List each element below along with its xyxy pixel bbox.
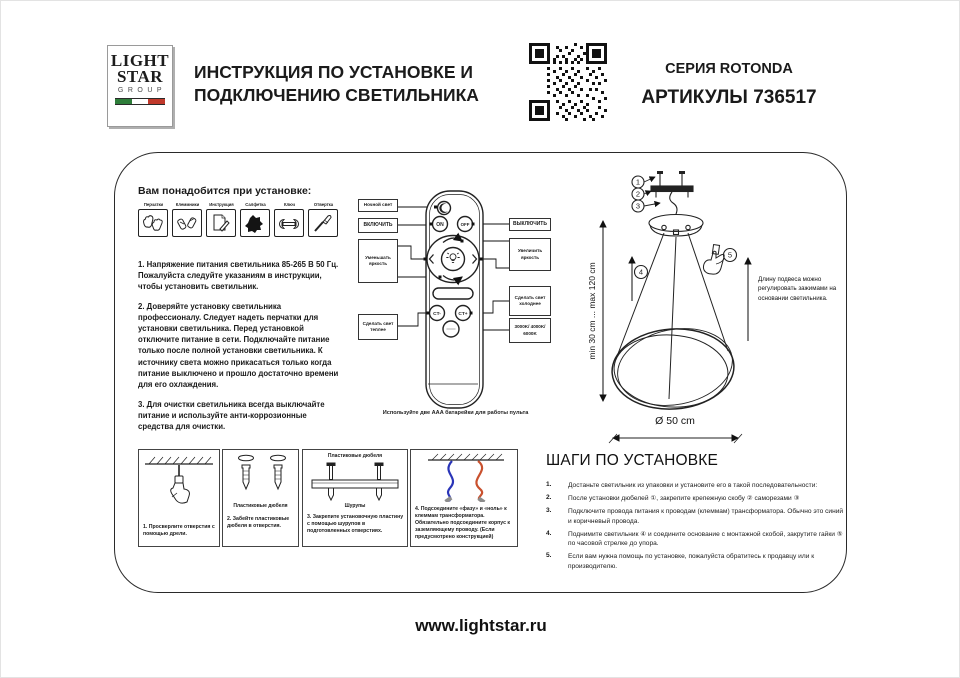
svg-text:OFF: OFF bbox=[460, 221, 470, 227]
manual-icon bbox=[209, 212, 233, 234]
tool-manual bbox=[206, 202, 237, 237]
svg-text:ON: ON bbox=[436, 222, 444, 228]
dowels-illustration bbox=[226, 453, 296, 499]
battery-note: Используйте две AAA батарейки для работы пульта bbox=[382, 410, 529, 416]
svg-text:5: 5 bbox=[727, 250, 733, 260]
svg-text:1: 1 bbox=[635, 177, 641, 187]
step-text: Поднимите светильник ④ и соедините основание с монтажной скобой, закрутите гайки ⑤ по часовой стрелке до упора. bbox=[568, 530, 843, 548]
install-steps-heading: ШАГИ ПО УСТАНОВКЕ bbox=[546, 452, 719, 469]
callout-dim: Уменьшать яркость bbox=[358, 239, 398, 283]
warning-2: 2. Доверяйте установку светильника профессионалу. Следует надеть перчатки для установки светильника. Перед установкой отключите питание в сети. Подключайте питание только после полной установки светильника. К источнику света можно прикасаться только когда питание выключено и прошло достаточно времени для его охлаждения. bbox=[138, 302, 339, 389]
qr-code bbox=[529, 43, 607, 121]
tool-napkin bbox=[240, 202, 271, 237]
step-number: 4. bbox=[546, 529, 552, 537]
drill-body bbox=[171, 483, 190, 503]
ceiling-bracket bbox=[651, 171, 693, 198]
wiring-illustration bbox=[414, 452, 516, 502]
tool-gloves bbox=[138, 202, 169, 237]
series-label: СЕРИЯ ROTONDA bbox=[665, 61, 793, 77]
tool-wrench bbox=[274, 202, 305, 237]
canopy bbox=[649, 215, 703, 237]
tool-label: Инструкция bbox=[209, 202, 234, 207]
blue-wire bbox=[448, 461, 453, 501]
lightstar-logo bbox=[107, 45, 173, 127]
step-number: 3. bbox=[546, 506, 552, 514]
tool-label: Перчатки bbox=[143, 202, 164, 207]
ring-shade bbox=[609, 319, 739, 415]
svg-text:CT-: CT- bbox=[433, 312, 441, 317]
napkin-icon bbox=[243, 212, 267, 234]
suspension-note: Длину подвеса можно регулировать зажимами на основании светильника. bbox=[758, 276, 837, 302]
svg-text:2: 2 bbox=[635, 189, 641, 199]
callout-turn-on: ВКЛЮЧИТЬ bbox=[358, 218, 398, 233]
callout-turn-off: ВЫКЛЮЧИТЬ bbox=[509, 218, 551, 231]
plate-illustration bbox=[307, 461, 403, 503]
diameter-label: Ø 50 cm bbox=[655, 415, 695, 427]
mount-step-2 bbox=[222, 449, 299, 547]
brown-wire bbox=[476, 461, 482, 501]
power-cable bbox=[670, 192, 677, 214]
wire-tip bbox=[444, 496, 452, 502]
logo-line-group: GROUP bbox=[117, 87, 167, 95]
tool-screwdriver bbox=[308, 202, 339, 237]
install-step bbox=[546, 481, 846, 491]
step-text: Достаньте светильник из упаковки и установите его в такой последовательности: bbox=[568, 482, 818, 489]
italian-flag-icon bbox=[115, 98, 165, 105]
screwdriver-icon bbox=[311, 212, 335, 234]
page-title bbox=[194, 61, 479, 107]
tool-label: Клеммники bbox=[175, 202, 200, 207]
tools-row bbox=[138, 202, 339, 237]
step-text: Подключите провода питания к проводам (клеммам) трансформатора. Обычно это синий и коричневый провода. bbox=[568, 507, 844, 525]
svg-text:CT+: CT+ bbox=[458, 312, 468, 317]
callout-kelvin: 3000K/ 4000K/ 6000K bbox=[509, 318, 551, 343]
install-step bbox=[546, 494, 846, 504]
svg-text:4: 4 bbox=[638, 267, 644, 277]
mount-step-4 bbox=[410, 449, 518, 547]
lamp-diagram bbox=[576, 161, 851, 451]
wrench-icon bbox=[277, 212, 301, 234]
tool-label: Салфетка bbox=[245, 202, 266, 207]
install-steps-list bbox=[546, 481, 846, 575]
callout-night-light: Ночной свет bbox=[358, 199, 398, 212]
mount-step-3 bbox=[302, 449, 408, 547]
series-block bbox=[615, 61, 843, 109]
install-step bbox=[546, 507, 846, 527]
drill-illustration bbox=[139, 452, 219, 510]
step-number: 1. bbox=[546, 481, 552, 488]
step-text: После установки дюбелей ①, закрепите крепежную скобу ② саморезами ③ bbox=[568, 494, 800, 502]
article-number: АРТИКУЛЫ 736517 bbox=[641, 87, 817, 108]
plate-dowel-label: Пластиковые дюбеля bbox=[327, 453, 383, 459]
callout-warmer: Сделать свет теплее bbox=[358, 314, 398, 340]
mount-step-1 bbox=[138, 449, 220, 547]
tools-heading: Вам понадобится при установке: bbox=[138, 185, 312, 197]
install-step bbox=[546, 530, 846, 550]
tool-connectors bbox=[172, 202, 203, 237]
bulb-button bbox=[442, 248, 465, 271]
callout-colder: Сделать свет холоднее bbox=[509, 286, 551, 316]
website-url: www.lightstar.ru bbox=[415, 616, 547, 635]
safety-text bbox=[138, 259, 341, 441]
mount-caption-4: 4. Подсоедините «фазу» и «ноль» к клеммам трансформатора. Обязательно подсоедините корпус к заземляющему проводу. (Если предусмотрено конструкцией) bbox=[415, 506, 510, 541]
diameter-dimension bbox=[609, 434, 742, 443]
step-number: 5. bbox=[546, 552, 552, 560]
warning-3: 3. Для очистки светильника всегда выключайте питание и используйте анти-коррозионные средства для очистки. bbox=[138, 399, 325, 431]
logo-line-star: STAR bbox=[116, 67, 164, 87]
gloves-icon bbox=[141, 212, 165, 234]
install-step bbox=[546, 552, 846, 572]
hand-adjusting bbox=[703, 245, 724, 275]
wide-button bbox=[433, 288, 473, 299]
height-range-label: min 30 cm ... max 120 cm bbox=[587, 262, 597, 360]
title-line-1: ИНСТРУКЦИЯ ПО УСТАНОВКЕ И bbox=[194, 62, 473, 82]
logo-line-light: LIGHT bbox=[110, 51, 170, 70]
step-number: 2. bbox=[546, 493, 552, 501]
wire-connectors-icon bbox=[175, 212, 199, 234]
title-line-2: ПОДКЛЮЧЕНИЮ СВЕТИЛЬНИКА bbox=[194, 85, 479, 106]
step-text: Если вам нужна помощь по установке, пожалуйста обратитесь к продавцу или к производителю. bbox=[568, 553, 815, 571]
svg-text:3: 3 bbox=[635, 201, 641, 211]
tool-label: Отвертка bbox=[313, 202, 334, 207]
callout-brighten: Увеличить яркость bbox=[509, 238, 551, 271]
warning-1: 1. Напряжение питания светильника 85-265 В 50 Гц. Пожалуйста следуйте указаниям в инструкции, чтобы установить светильник. bbox=[138, 260, 339, 292]
mount-caption-3: 3. Закрепите установочную пластину с помощью шурупов в подготовленных отверстиях. bbox=[307, 514, 404, 535]
mount-caption-2: 2. Забейте пластиковые дюбеля в отверстия. bbox=[227, 516, 290, 530]
mount-caption-1: 1. Просверлите отверстия с помощью дрели. bbox=[143, 523, 215, 537]
tool-label: Ключ bbox=[283, 202, 296, 207]
dowel-label: Пластиковые дюбеля bbox=[233, 503, 288, 509]
screws-label: Шурупы bbox=[344, 503, 366, 509]
